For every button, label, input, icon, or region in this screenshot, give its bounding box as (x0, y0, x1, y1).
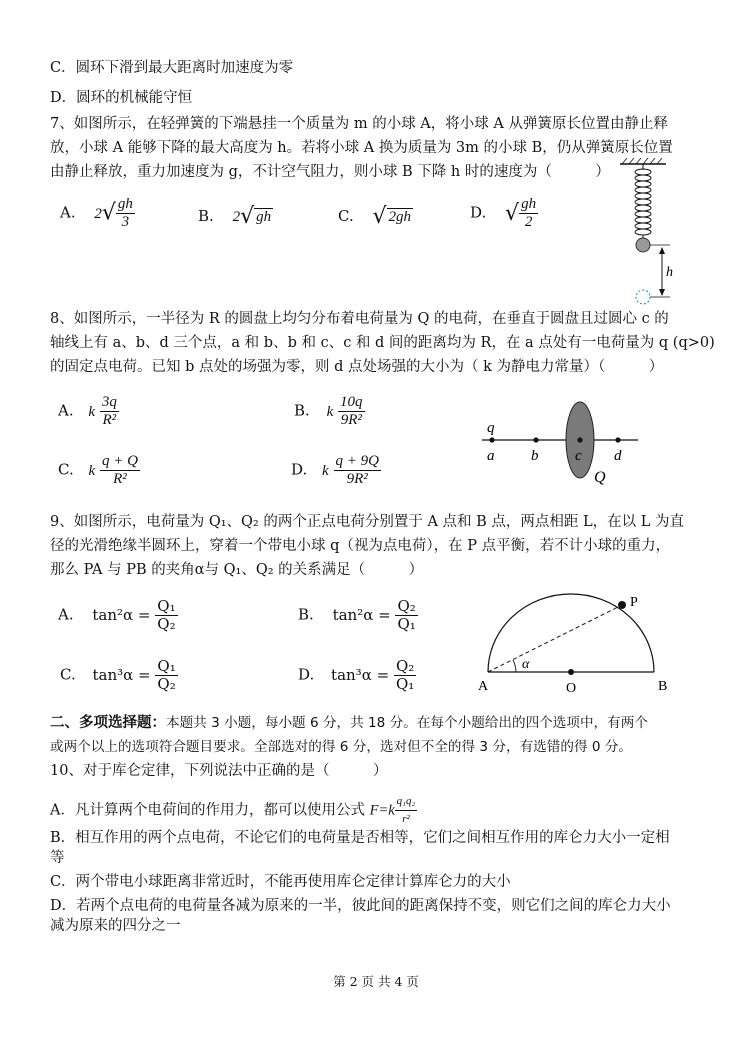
q8-stem-line1: 8、如图所示，一半径为 R 的圆盘上均匀分布着电荷量为 Q 的电荷，在垂直于圆盘且过圆心 c 的 (50, 311, 669, 327)
q8-figure-disk (476, 398, 646, 488)
q10-formula-num: q₁q₂ (395, 793, 418, 811)
q9-option-c-num: Q₁ (157, 657, 176, 675)
q10-formula-den: r² (402, 813, 410, 825)
q9-option-c-label: C. (60, 665, 76, 684)
q9-option-a-num: Q₁ (157, 597, 176, 615)
q8-option-a-den: R² (102, 412, 117, 428)
q8-option-d-den: 9R² (346, 471, 368, 487)
ball-lowest-position (636, 290, 650, 304)
section2-line2: 或两个以上的选项符合题目要求。全部选对的得 6 分，选对但不全的得 3 分，有选错的得 0 分。 (50, 739, 633, 755)
q8-option-a-num: 3q (101, 394, 117, 410)
point-O (568, 669, 574, 675)
q7-option-c[interactable]: C. √ 2gh (338, 204, 412, 229)
q9-option-a-den: Q₂ (157, 615, 176, 633)
label-A: A (478, 679, 489, 694)
label-b: b (531, 448, 539, 464)
q8-option-c-k: k (88, 462, 96, 479)
label-d: d (614, 448, 622, 464)
q7-option-a-label: A. (60, 203, 76, 222)
section2-title: 二、多项选择题： (50, 714, 166, 731)
q10-option-d-line1[interactable]: D．若两个点电荷的电荷量各减为原来的一半，彼此间的距离保持不变，则它们之间的库仑力大小 (50, 898, 671, 914)
q9-option-c[interactable] (60, 658, 178, 693)
q8-option-c[interactable] (58, 453, 140, 488)
section2-desc-1: 本题共 3 小题，每小题 6 分，共 18 分。在每个小题给出的四个选项中，有两个 (166, 715, 648, 731)
q8-stem-line3: 的固定点电荷。已知 b 点处的场强为零，则 d 点处场强的大小为（ k 为静电力常量）（ ） (50, 359, 664, 375)
label-a: a (487, 448, 495, 464)
q9-figure-semicircle (474, 588, 674, 700)
q10-option-c[interactable]: C．两个带电小球距离非常近时，不能再使用库仑定律计算库仑力的大小 (50, 874, 511, 890)
label-Q: Q (594, 469, 606, 486)
q8-option-a[interactable] (58, 394, 119, 429)
q9-stem-line3: 那么 PA 与 PB 的夹角α与 Q₁、Q₂ 的关系满足（ ） (50, 562, 424, 578)
q8-option-c-den: R² (113, 471, 127, 487)
q8-option-d-label: D. (291, 460, 308, 479)
ceiling-hatch (622, 158, 662, 164)
q7-option-a-coef: 2 (94, 205, 102, 222)
q9-option-d-label: D. (298, 665, 315, 684)
q9-option-d-den: Q₁ (395, 675, 415, 693)
section2-line1 (50, 713, 648, 733)
point-b (533, 437, 538, 442)
q8-option-c-num: q + Q (101, 453, 138, 469)
q9-option-d[interactable] (298, 658, 416, 693)
q8-option-c-label: C. (58, 460, 74, 479)
q9-stem-line2: 径的光滑绝缘半圆环上，穿着一个带电小球 q（视为点电荷），在 P 点平衡，若不计小球的重力， (50, 538, 671, 554)
q8-option-d-k: k (322, 462, 329, 479)
label-P: P (630, 595, 638, 610)
q9-option-d-fn: tan³α = (331, 665, 390, 684)
q9-option-d-num: Q₂ (395, 657, 415, 675)
label-B: B (658, 679, 668, 694)
q8-option-b-k: k (326, 403, 334, 420)
point-c (577, 437, 582, 442)
q9-option-c-fn: tan³α = (92, 665, 151, 684)
point-P (618, 601, 626, 609)
q7-option-d-den: 2 (524, 214, 533, 230)
label-q: q (487, 420, 495, 436)
q10-option-a[interactable] (50, 793, 417, 828)
q10-formula-left: F=k (369, 802, 395, 819)
line-PA (488, 605, 622, 672)
q8-option-b-label: B. (294, 401, 310, 420)
point-d (615, 437, 620, 442)
q8-stem-line2: 轴线上有 a、b、d 三个点，a 和 b、b 和 c、c 和 d 间的距离均为 R，在 a 点处有一电荷量为 q (q>0) (50, 335, 715, 351)
q9-option-b[interactable] (298, 598, 418, 633)
q8-option-d-num: q + 9Q (335, 453, 379, 469)
q9-option-b-fn: tan²α = (332, 605, 391, 624)
q10-option-a-text: A．凡计算两个电荷间的作用力，都可以使用公式 (50, 802, 365, 819)
q7-figure-spring (610, 158, 690, 306)
q7-stem-line1: 7、如图所示，在轻弹簧的下端悬挂一个质量为 m 的小球 A，将小球 A 从弹簧原长位置由静止释 (50, 116, 668, 132)
prev-option-c: C．圆环下滑到最大距离时加速度为零 (50, 60, 294, 76)
q7-option-a[interactable]: A. 2√ $\frac{gh}{3}$ (60, 196, 133, 230)
q8-option-b-num: 10q (340, 394, 363, 410)
label-alpha: α (522, 657, 530, 672)
label-c: c (575, 448, 582, 464)
q7-stem-line3: 由静止释放，重力加速度为 g，不计空气阻力，则小球 B 下降 h 时的速度为（ ） (50, 164, 610, 180)
q9-option-b-num: Q₂ (397, 597, 416, 615)
q7-option-d-label: D. (470, 203, 487, 222)
q9-option-b-label: B. (298, 605, 314, 624)
q9-option-a-label: A. (58, 605, 74, 624)
q10-option-d-line2: 减为原来的四分之一 (50, 918, 181, 934)
q8-option-a-label: A. (58, 401, 74, 420)
q10-option-b-line2: 等 (50, 850, 65, 866)
q9-stem-line1: 9、如图所示，电荷量为 Q₁、Q₂ 的两个正点电荷分别置于 A 点和 B 点，两点相距 L，在以 L 为直 (50, 514, 684, 530)
q7-option-b-coef: 2 (232, 209, 241, 225)
page-footer: 第 2 页 共 4 页 (333, 974, 419, 989)
q9-option-c-den: Q₂ (157, 675, 176, 693)
q7-option-d[interactable]: D. √ $\frac{gh}{2}$ (470, 196, 537, 230)
q7-option-a-den: 3 (121, 214, 130, 230)
q7-option-a-num: gh (117, 196, 133, 212)
q7-option-b[interactable]: B. 2√ gh (198, 204, 272, 229)
q8-option-d[interactable] (291, 453, 381, 488)
q8-option-b-den: 9R² (340, 412, 362, 428)
q10-stem: 10、对于库仑定律，下列说法中正确的是（ ） (50, 763, 388, 779)
q7-option-c-radicand: 2gh (388, 209, 412, 225)
q7-option-d-num: gh (521, 196, 537, 212)
q7-option-b-label: B. (198, 207, 214, 225)
q8-option-b[interactable] (294, 394, 365, 429)
label-O: O (566, 681, 577, 696)
q9-option-a[interactable] (58, 598, 178, 633)
prev-option-d: D．圆环的机械能守恒 (50, 90, 193, 106)
q7-stem-line2: 放，小球 A 能够下降的最大高度为 h。若将小球 A 换为质量为 3m 的小球 B，仍从弹簧原长位置 (50, 140, 673, 156)
angle-arc (513, 660, 516, 672)
point-a (489, 437, 494, 442)
q7-option-b-radicand: gh (256, 209, 272, 225)
q9-option-b-den: Q₁ (397, 615, 416, 633)
q7-option-c-label: C. (338, 207, 354, 225)
label-h: h (666, 265, 673, 280)
q8-option-a-k: k (88, 403, 96, 420)
spring-coils (635, 169, 651, 235)
q10-option-b-line1[interactable]: B．相互作用的两个点电荷，不论它们的电荷量是否相等，它们之间相互作用的库仑力大小一定相 (50, 830, 670, 846)
ball-a (636, 238, 650, 252)
q9-option-a-fn: tan²α = (92, 605, 151, 624)
